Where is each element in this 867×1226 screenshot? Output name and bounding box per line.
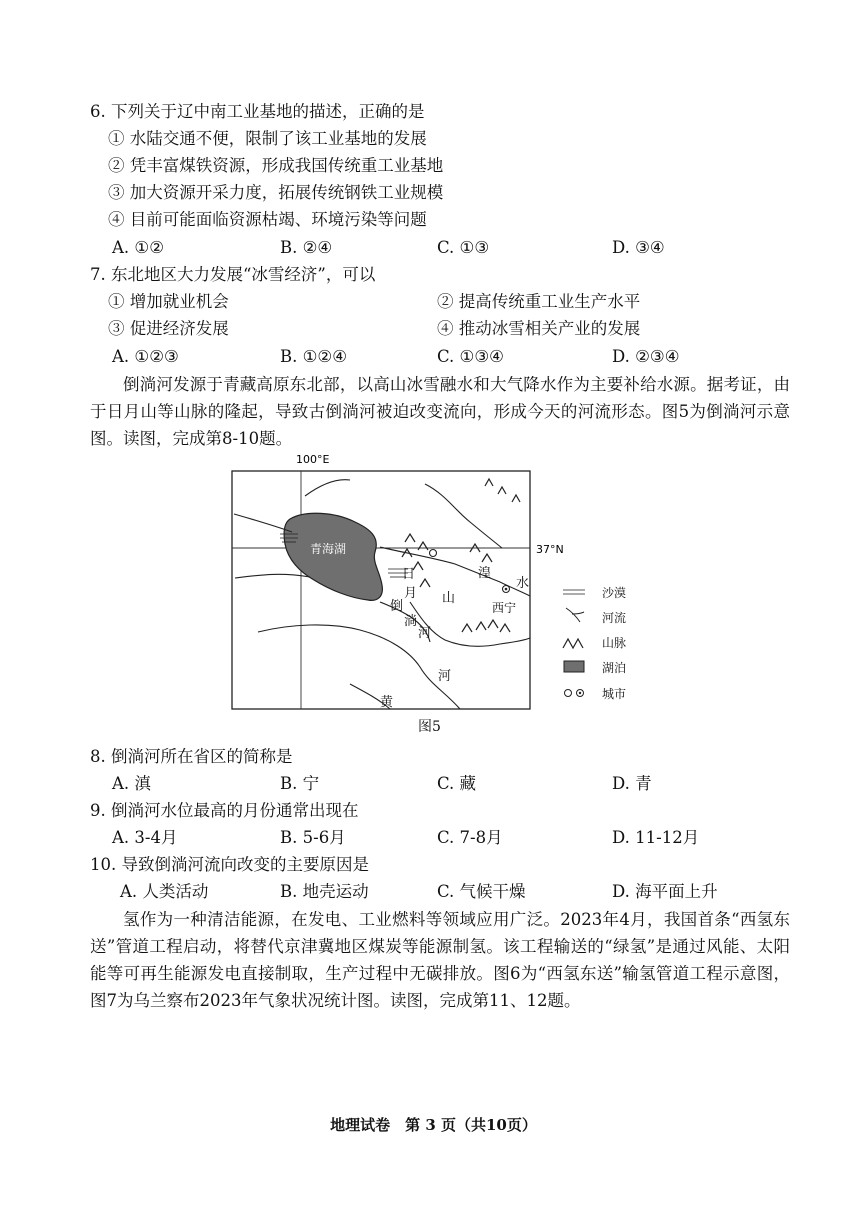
- legend-lake: 湖泊: [602, 661, 627, 675]
- q6-choice-a: A. ①②: [112, 238, 164, 257]
- q8-choice-d: D. 青: [612, 774, 652, 793]
- q10-choice-d: D. 海平面上升: [612, 882, 718, 901]
- q6-choice-d: D. ③④: [612, 238, 665, 257]
- legend-city: 城市: [602, 687, 627, 701]
- q7-item-1: ① 增加就业机会: [108, 292, 229, 311]
- label-he1: 河: [418, 626, 432, 641]
- q7-choice-b: B. ①②④: [280, 347, 347, 366]
- lake-label: 青海湖: [310, 542, 347, 556]
- legend-desert: 沙漠: [602, 586, 627, 600]
- page-footer: 地理试卷 第 3 页（共10页）: [330, 1116, 537, 1134]
- q7-stem: 7. 东北地区大力发展“冰雪经济”，可以: [90, 265, 376, 284]
- label-huangshui-1: 湟: [478, 566, 492, 581]
- legend-mountain: 山脉: [602, 636, 627, 650]
- q7-choice-c: C. ①③④: [437, 347, 504, 366]
- q8-choice-c: C. 藏: [437, 774, 477, 793]
- q7-item-3: ③ 促进经济发展: [108, 319, 229, 338]
- passage-hydrogen: 氢作为一种清洁能源，在发电、工业燃料等领域应用广泛。2023年4月，我国首条“西氢东送”管道工程启动，将替代京津冀地区煤炭等能源制氢。该工程输送的“绿氢”是通过风能、太阳能等可再生能源发电直接制取，生产过程中无碳排放。图6为“西氢东送”输氢管道工程示意图，图7为乌兰察布2023年气象状况统计图。读图，完成第11、12题。: [90, 910, 790, 1010]
- label-dao: 倒: [390, 599, 404, 614]
- label-xining: 西宁: [492, 601, 517, 615]
- lat-label: 37°N: [536, 543, 564, 556]
- q10-stem: 10. 导致倒淌河流向改变的主要原因是: [90, 855, 369, 874]
- label-shan: 山: [442, 591, 456, 606]
- label-huang: 黄: [380, 695, 394, 710]
- passage-daotang-river: 倒淌河发源于青藏高原东北部，以高山冰雪融水和大气降水作为主要补给水源。据考证，由于日月山等山脉的隆起，导致古倒淌河被迫改变流向，形成今天的河流形态。图5为倒淌河示意图。读图，完成第8-10题。: [90, 375, 790, 448]
- city-marker-1: [430, 550, 437, 557]
- q9-choice-b: B. 5-6月: [280, 828, 346, 847]
- q7-choice-d: D. ②③④: [612, 347, 680, 366]
- q6-choice-c: C. ①③: [437, 238, 490, 257]
- label-yue: 月: [404, 586, 418, 601]
- figure5-map: [230, 452, 650, 742]
- q7-choice-a: A. ①②③: [112, 347, 179, 366]
- label-huangshui-2: 水: [516, 576, 530, 591]
- map-legend: [563, 585, 626, 701]
- lon-label: 100°E: [296, 453, 330, 466]
- figure5-caption: 图5: [418, 719, 441, 735]
- legend-river: 河流: [602, 611, 627, 625]
- q6-stem: 6. 下列关于辽中南工业基地的描述，正确的是: [90, 102, 425, 121]
- q9-choice-c: C. 7-8月: [437, 828, 503, 847]
- q8-stem: 8. 倒淌河所在省区的简称是: [90, 747, 293, 766]
- q9-choice-d: D. 11-12月: [612, 828, 700, 847]
- q10-choice-c: C. 气候干燥: [437, 882, 526, 901]
- q7-item-2: ② 提高传统重工业生产水平: [437, 292, 641, 311]
- q7-item-4: ④ 推动冰雪相关产业的发展: [437, 319, 641, 338]
- q8-choice-a: A. 滇: [112, 774, 151, 793]
- q10-choice-a: A. 人类活动: [120, 882, 209, 901]
- label-ri: 日: [402, 567, 416, 582]
- q9-stem: 9. 倒淌河水位最高的月份通常出现在: [90, 801, 359, 820]
- label-he2: 河: [438, 669, 452, 684]
- q8-choice-b: B. 宁: [280, 774, 320, 793]
- q6-item-4: ④ 目前可能面临资源枯竭、环境污染等问题: [108, 210, 427, 229]
- q9-choice-a: A. 3-4月: [112, 828, 178, 847]
- q6-item-1: ① 水陆交通不便，限制了该工业基地的发展: [108, 129, 427, 148]
- q6-item-2: ② 凭丰富煤铁资源，形成我国传统重工业基地: [108, 156, 444, 175]
- label-tang: 淌: [404, 614, 418, 629]
- q6-item-3: ③ 加大资源开采力度，拓展传统钢铁工业规模: [108, 183, 444, 202]
- q6-choice-b: B. ②④: [280, 238, 333, 257]
- q10-choice-b: B. 地壳运动: [280, 882, 369, 901]
